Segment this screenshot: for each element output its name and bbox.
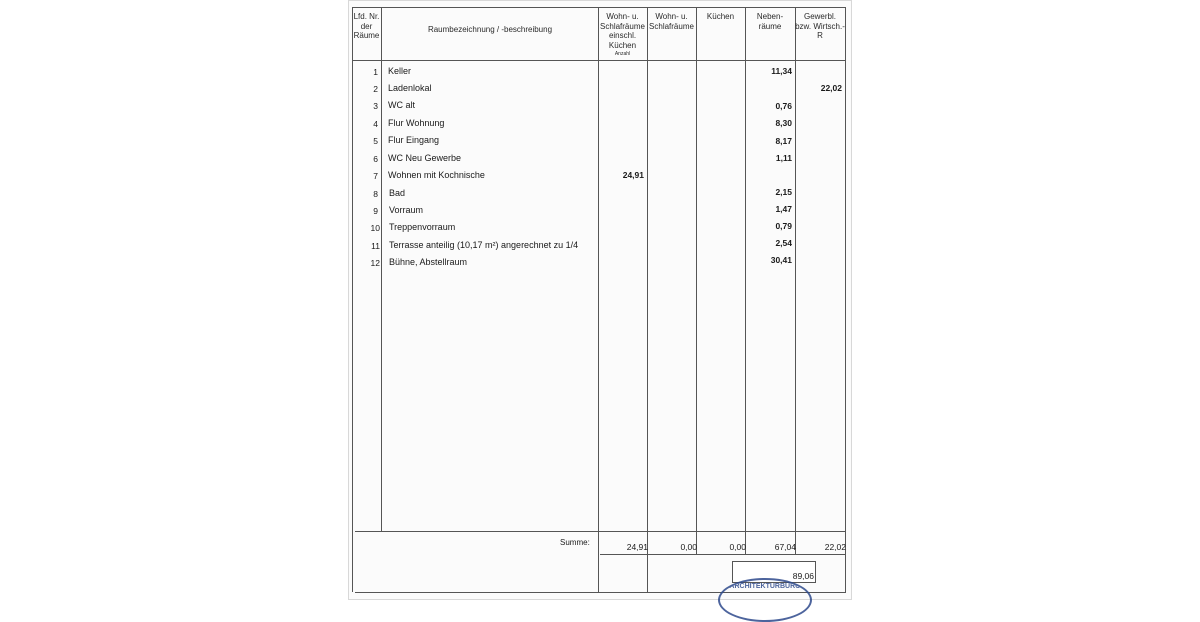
row-8-neben: 2,15	[775, 187, 792, 197]
header-anzahl: Anzahl	[614, 51, 631, 57]
col-line-nr	[381, 7, 382, 531]
row-5-neben: 8,17	[775, 136, 792, 146]
row-8-label: Bad	[389, 188, 406, 198]
col-line-left	[352, 7, 353, 592]
header-wohn: Wohn- u. Schlafräume	[649, 12, 694, 31]
row-11-neben: 2,54	[775, 238, 792, 248]
row-5-nr: 5	[373, 136, 378, 146]
header-gewerbl: Gewerbl. bzw. Wirtsch.-R	[795, 12, 845, 40]
row-6-label: WC Neu Gewerbe	[388, 153, 462, 163]
row-1-label: Keller	[388, 66, 412, 76]
col-line-wohnkuechen	[647, 7, 648, 592]
summe-label: Summe:	[560, 538, 590, 547]
row-6-nr: 6	[373, 154, 378, 164]
row-9-nr: 9	[373, 206, 378, 216]
row-12-label: Bühne, Abstellraum	[389, 257, 468, 267]
total-value: 89,06	[792, 571, 814, 581]
row-11-label: Terrasse anteilig (10,17 m²) angerechnet zu 1/4	[389, 240, 579, 250]
row-12-neben: 30,41	[770, 255, 792, 265]
row-1-nr: 1	[373, 67, 378, 77]
summe-neben: 67,04	[774, 542, 796, 552]
architect-stamp	[718, 578, 812, 622]
row-9-neben: 1,47	[775, 204, 792, 214]
row-7-nr: 7	[373, 171, 378, 181]
col-line-wohn	[696, 7, 697, 554]
sum-bottom-border	[600, 554, 846, 555]
table-top-border	[352, 7, 846, 8]
row-3-label: WC alt	[388, 100, 415, 110]
header-lfd-nr: Lfd. Nr. der Räume	[353, 12, 380, 40]
row-12-nr: 12	[370, 258, 380, 268]
header-wohn-kuechen	[598, 12, 647, 60]
row-3-neben: 0,76	[775, 101, 792, 111]
row-4-nr: 4	[373, 119, 378, 129]
summe-wohn: 0,00	[680, 542, 697, 552]
body-bottom-border	[355, 531, 846, 532]
row-10-label: Treppenvorraum	[389, 222, 456, 232]
header-nebenraeume: Neben- räume	[756, 12, 784, 31]
row-4-neben: 8,30	[775, 118, 792, 128]
row-2-nr: 2	[373, 84, 378, 94]
summe-wohn-kuechen: 24,91	[626, 542, 648, 552]
row-10-nr: 10	[370, 223, 380, 233]
row-6-neben: 1,11	[775, 153, 792, 163]
row-7-label: Wohnen mit Kochnische	[388, 170, 485, 180]
header-raumbezeichnung: Raumbezeichnung / -beschreibung	[427, 25, 553, 34]
row-4-label: Flur Wohnung	[388, 118, 445, 128]
col-line-right	[845, 7, 846, 592]
row-1-neben: 11,34	[771, 66, 792, 76]
summe-gewerbl: 22,02	[824, 542, 846, 552]
header-bottom-border	[352, 60, 846, 61]
col-line-raum	[598, 7, 599, 592]
row-9-label: Vorraum	[389, 205, 424, 215]
row-3-nr: 3	[373, 101, 378, 111]
row-2-label: Ladenlokal	[388, 83, 432, 93]
row-5-label: Flur Eingang	[388, 135, 440, 145]
row-8-nr: 8	[373, 189, 378, 199]
header-wohn-kuechen-label: Wohn- u. Schlafräume einschl. Küchen	[600, 12, 645, 50]
row-2-gewerbl: 22,02	[820, 83, 842, 93]
header-kuechen: Küchen	[706, 12, 735, 21]
summe-kuechen: 0,00	[729, 542, 746, 552]
row-7-wohn-kuechen: 24,91	[622, 170, 644, 180]
stamp-text: ARCHITEKTURBÜRO	[729, 583, 801, 590]
row-10-neben: 0,79	[775, 221, 792, 231]
col-line-kuechen	[745, 7, 746, 554]
row-11-nr: 11	[371, 241, 380, 251]
